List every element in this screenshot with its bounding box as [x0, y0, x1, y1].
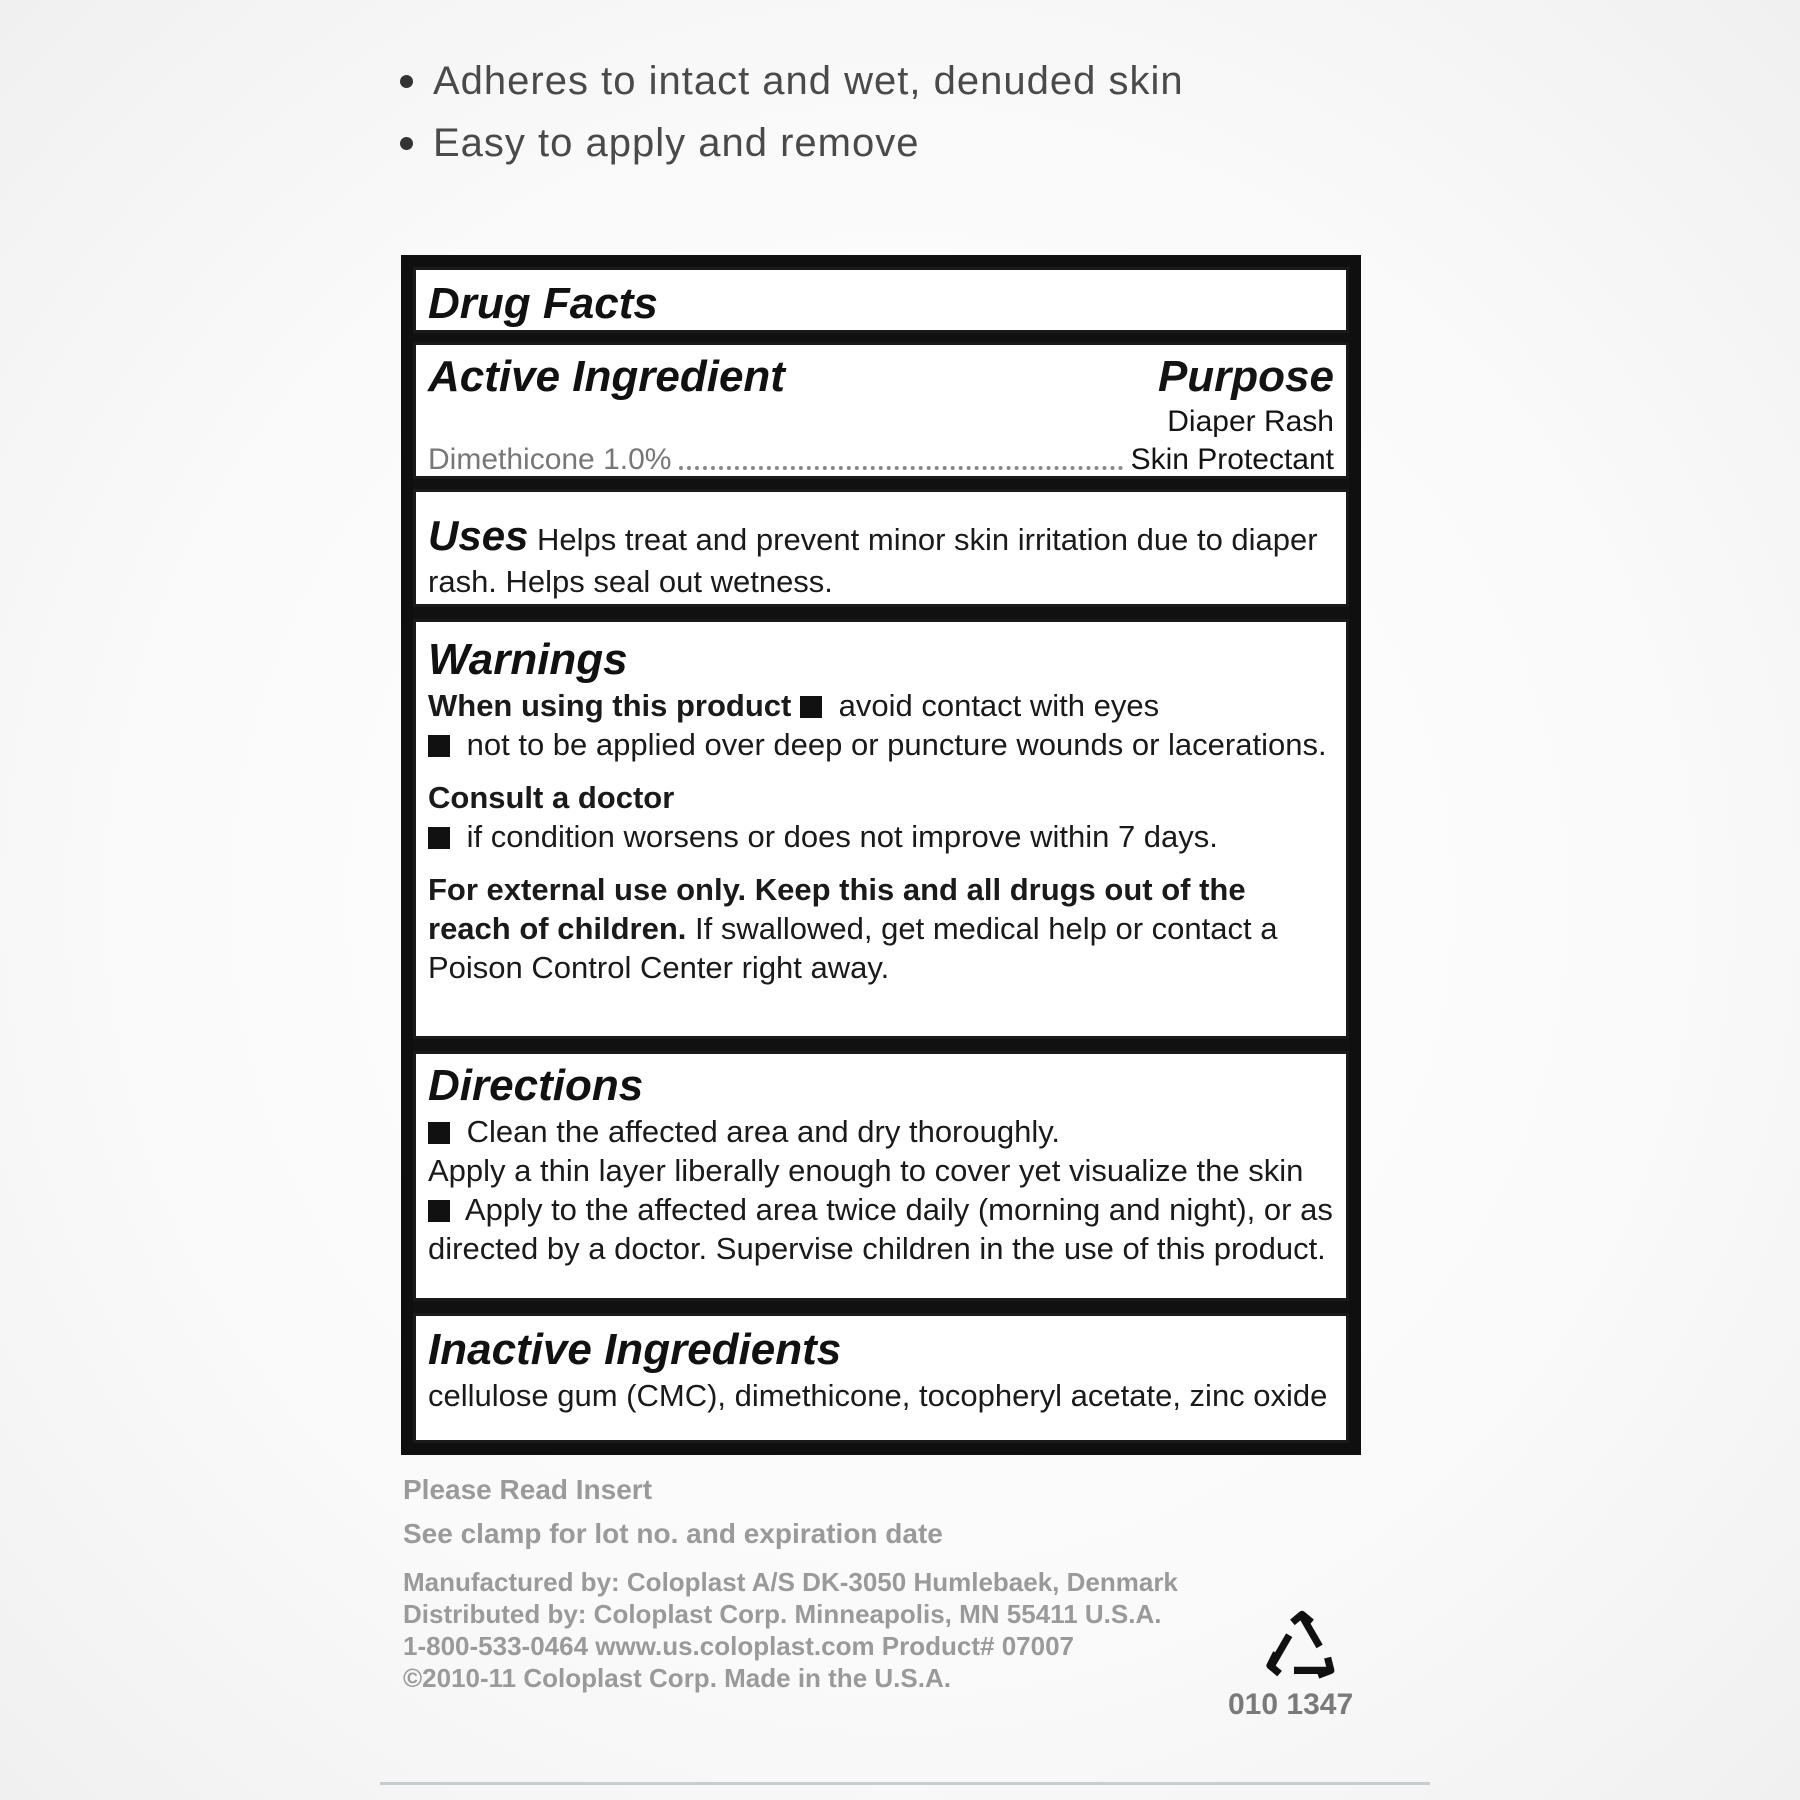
external-use-warning: For external use only. Keep this and all drugs out of the reach of children. [428, 872, 1246, 946]
feature-bullet [400, 112, 1184, 174]
footer-line: Manufactured by: Coloplast A/S DK-3050 Humlebaek, Denmark [403, 1567, 1178, 1597]
directions-section [413, 1051, 1349, 1301]
footer-line: See clamp for lot no. and expiration date [403, 1518, 943, 1549]
inactive-ingredients-heading: Inactive Ingredients [428, 1325, 842, 1374]
poison-control-text: If swallowed, get medical help or contact a Poison Control Center right away. [428, 911, 1278, 985]
direction-step: Apply to the affected area twice daily (morning and night), or as directed by a doctor. Supervise children in the use of this product. [428, 1192, 1333, 1266]
purpose-column [1158, 351, 1334, 441]
footer-line: Distributed by: Coloplast Corp. Minneapolis, MN 55411 U.S.A. [403, 1599, 1162, 1629]
purpose-heading: Purpose [1157, 352, 1334, 401]
active-ingredient-section [413, 342, 1349, 479]
square-bullet-icon [800, 696, 822, 718]
bottom-divider [380, 1782, 1430, 1785]
square-bullet-icon [428, 827, 450, 849]
directions-heading: Directions [428, 1061, 644, 1110]
uses-section [413, 489, 1349, 607]
uses-text: Helps treat and prevent minor skin irritation due to diaper rash. Helps seal out wetness. [428, 522, 1318, 599]
warning-item: not to be applied over deep or puncture wounds or lacerations. [466, 727, 1327, 762]
purpose-line: Diaper Rash [1167, 405, 1334, 438]
footer-line: 1-800-533-0464 www.us.coloplast.com Product# 07007 [403, 1631, 1074, 1661]
leader-dots [679, 466, 1122, 470]
ingredient-line [428, 441, 1334, 479]
when-using-label: When using this product [428, 688, 792, 723]
warning-item: if condition worsens or does not improve within 7 days. [466, 819, 1218, 854]
lot-code: 010 1347 [1228, 1688, 1354, 1721]
bullet-dot-icon [400, 75, 413, 88]
warning-item: avoid contact with eyes [838, 688, 1160, 723]
direction-step: Apply a thin layer liberally enough to cover yet visualize the skin [428, 1153, 1304, 1188]
footer-line: ©2010-11 Coloplast Corp. Made in the U.S.A. [403, 1663, 951, 1693]
active-ingredient-heading: Active Ingredient [428, 352, 785, 401]
purpose-line: Skin Protectant [1130, 443, 1334, 476]
feature-bullet [400, 50, 1184, 112]
drug-facts-title: Drug Facts [428, 279, 658, 328]
feature-text: Adheres to intact and wet, denuded skin [433, 58, 1184, 103]
warnings-section [413, 619, 1349, 1039]
inactive-ingredients-section [413, 1313, 1349, 1443]
consult-doctor-label: Consult a doctor [428, 780, 675, 815]
square-bullet-icon [428, 1122, 450, 1144]
feature-text: Easy to apply and remove [433, 120, 920, 165]
drug-facts-panel [401, 255, 1361, 1455]
feature-bullets [400, 50, 1184, 174]
warnings-heading: Warnings [428, 635, 628, 684]
square-bullet-icon [428, 735, 450, 757]
uses-heading: Uses [428, 512, 529, 559]
bullet-dot-icon [400, 137, 413, 150]
ingredient-name: Dimethicone 1.0% [428, 443, 672, 476]
drug-facts-header [413, 267, 1349, 333]
recycle-icon [1262, 1608, 1342, 1688]
footer-line: Please Read Insert [403, 1474, 653, 1505]
manufacturer-footer [403, 1468, 1178, 1694]
inactive-ingredients-text: cellulose gum (CMC), dimethicone, tocopheryl acetate, zinc oxide [428, 1378, 1328, 1413]
direction-step: Clean the affected area and dry thoroughly. [466, 1114, 1061, 1149]
square-bullet-icon [428, 1200, 450, 1222]
